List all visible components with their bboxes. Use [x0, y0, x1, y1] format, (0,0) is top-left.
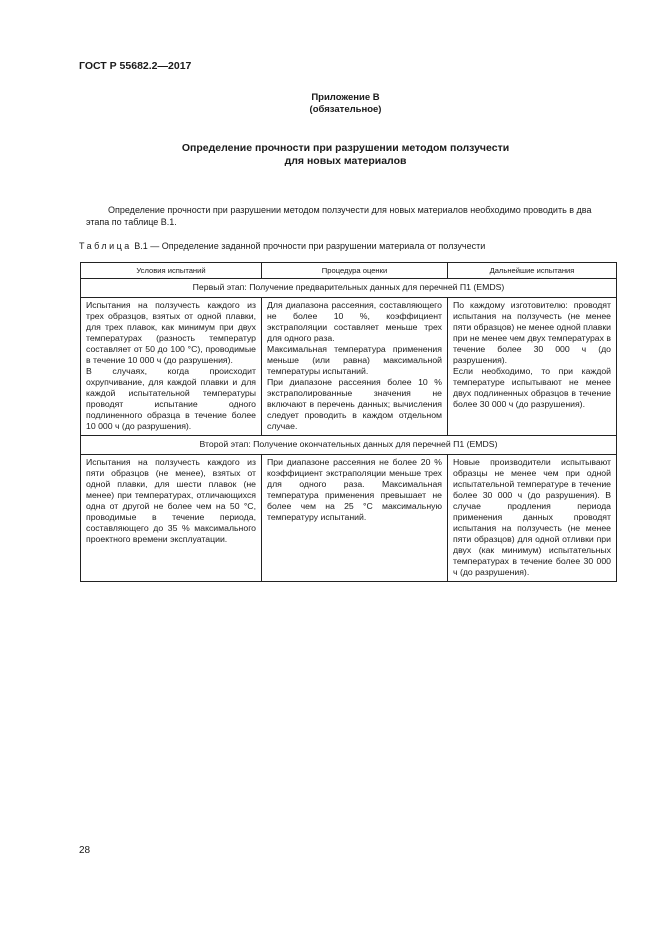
stage-label: Первый этап: Получение предварительных данных для перечней П1 (EMDS) — [81, 279, 617, 298]
table-caption — [79, 241, 485, 251]
cell-paragraph: При диапазоне рассеяния более 10 % экстраполированные значения не включают в перечень данных; вычисления следует проводить в каждом отдельном случае. — [267, 377, 442, 431]
document-code: ГОСТ Р 55682.2—2017 — [79, 60, 192, 72]
table-cell-conditions — [81, 455, 262, 582]
cell-paragraph: При диапазоне рассеяния не более 20 % коэффициент экстраполяции меньше трех для одного раза. Максимальная температура применения превышает не более чем на 25 °С максимальную температуру испытаний. — [267, 457, 442, 522]
cell-paragraph: Если необходимо, то при каждой температуре испытывают не менее двух подлиненных образцов в течение более 30 000 ч (до разрушения). — [453, 366, 611, 409]
section-title-line2: для новых материалов — [284, 155, 407, 167]
stage-label: Второй этап: Получение окончательных данных для перечней П1 (EMDS) — [81, 436, 617, 455]
cell-paragraph: Для диапазона рассеяния, составляющего не более 10 %, коэффициент экстраполяции составляет меньше трех для одного раза. — [267, 300, 442, 343]
table-caption-prefix: Таблица — [79, 241, 132, 251]
page-number: 28 — [79, 845, 91, 856]
annex-status: (обязательное) — [309, 104, 382, 115]
table-row — [81, 455, 617, 582]
table-cell-procedure — [262, 455, 448, 582]
table-caption-text: В.1 — Определение заданной прочности при разрушении материала от ползучести — [131, 241, 486, 251]
table-cell-further-tests — [448, 298, 617, 436]
section-title-line1: Определение прочности при разрушении методом ползучести — [181, 142, 510, 154]
column-header-procedure: Процедура оценки — [262, 263, 448, 279]
cell-paragraph: Испытания на ползучесть каждого из пяти образцов (не менее), взятых от одной плавки, для шести плавок (не менее) при температурах, отличающихся одна от другой не более чем на 50 °С, проводимые в течение периода, составляющего до 35 % максимального проектного времени эксплуатации. — [86, 457, 256, 544]
stage-row — [81, 436, 617, 455]
stage-row — [81, 279, 617, 298]
table-header-row — [81, 263, 617, 279]
intro-paragraph: Определение прочности при разрушении методом ползучести для новых материалов необходимо проводить в два этапа по таблице В.1. — [86, 205, 592, 227]
column-header-further-tests: Дальнейшие испытания — [448, 263, 617, 279]
table-cell-further-tests — [448, 455, 617, 582]
table-cell-conditions — [81, 298, 262, 436]
annex-title: Приложение В — [311, 92, 380, 103]
creep-strength-table — [80, 262, 617, 582]
table-cell-procedure — [262, 298, 448, 436]
annex-heading — [0, 92, 661, 116]
column-header-conditions: Условия испытаний — [81, 263, 262, 279]
table-row — [81, 298, 617, 436]
cell-paragraph: Испытания на ползучесть каждого из трех образцов, взятых от одной плавки, для трех плавок, как минимум при двух температурах (разность температур составляет от 50 до 100 °С), проводимые в течение 10 000 ч (до разрушения). — [86, 300, 256, 365]
section-title — [0, 142, 661, 168]
cell-paragraph: По каждому изготовителю: проводят испытания на ползучесть (не менее пяти образцов) не менее одной плавки при не менее чем двух температурах в течение более 30 000 ч (до разрушения). — [453, 300, 611, 365]
cell-paragraph: В случаях, когда происходит охрупчивание, для каждой плавки и для каждой испытательной температуры проводят испытание одного подлиненного образца в течение более 10 000 ч (до разрушения). — [86, 366, 256, 431]
cell-paragraph: Новые производители испытывают образцы не менее чем при одной испытательной температуре в течение более 30 000 ч (до разрушения). В случае продления периода применения данных проводят испытания на ползучесть (не менее пяти образцов) для одной отливки при двух (как минимум) испытательных температурах в течение более 30 000 ч (до разрушения). — [453, 457, 611, 577]
cell-paragraph: Максимальная температура применения меньше (или равна) максимальной температуры испытаний. — [267, 344, 442, 376]
